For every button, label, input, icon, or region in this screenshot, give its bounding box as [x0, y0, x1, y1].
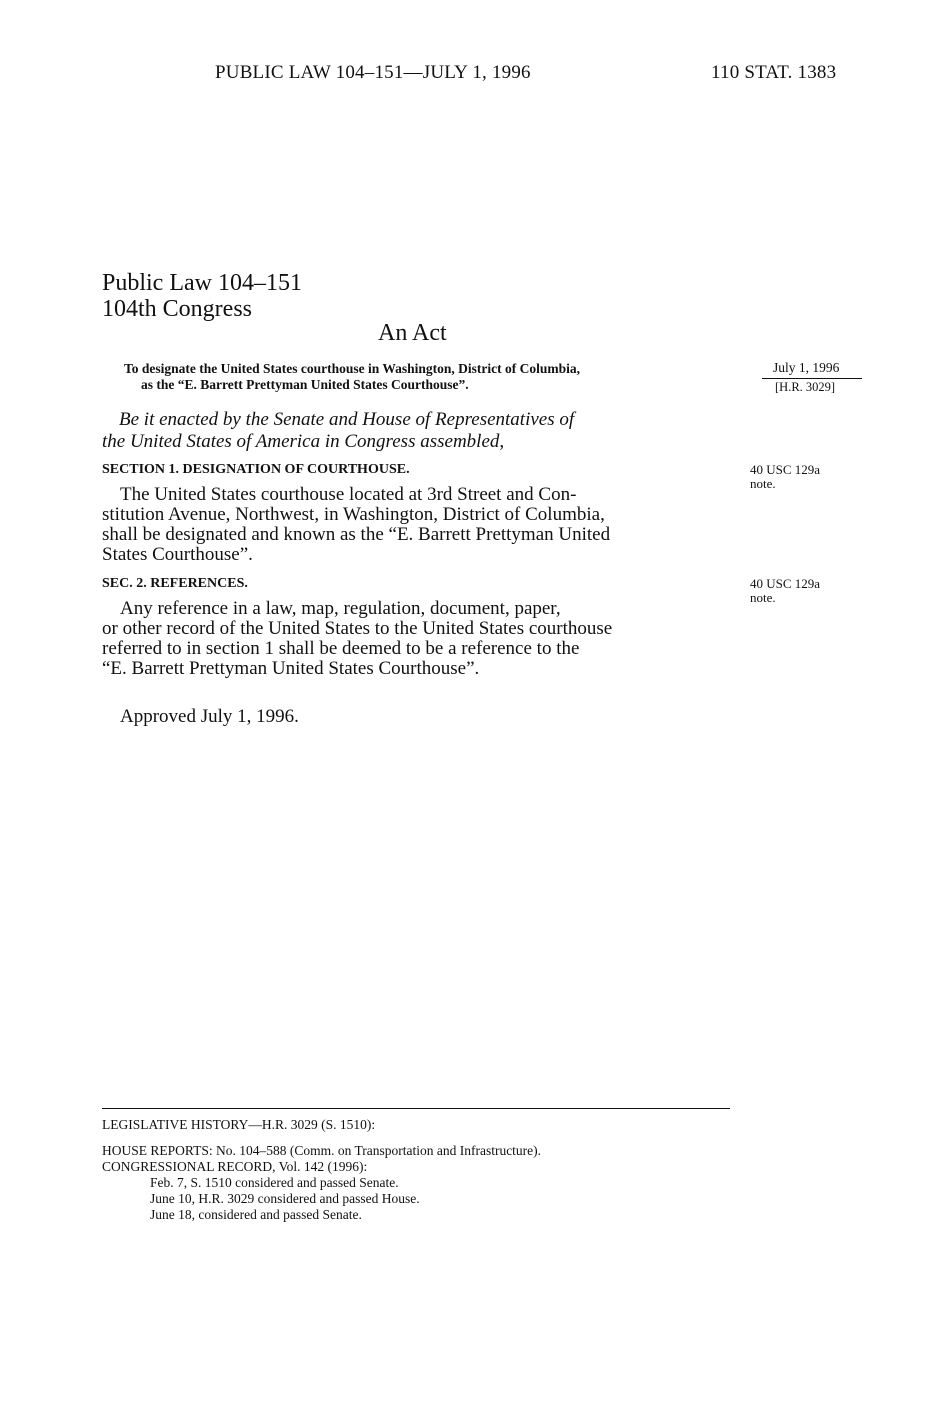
section-2-line: “E. Barrett Prettyman United States Courthouse”.	[102, 658, 480, 679]
legislative-action: June 18, considered and passed Senate.	[150, 1207, 362, 1222]
section-1-margin-note-suffix: note.	[750, 476, 776, 491]
act-label: An Act	[378, 320, 447, 346]
legislative-history-title: LEGISLATIVE HISTORY—H.R. 3029 (S. 1510):	[102, 1117, 376, 1132]
margin-date: July 1, 1996	[773, 360, 840, 375]
section-2-heading: SEC. 2. REFERENCES.	[102, 576, 248, 591]
section-1-heading: SECTION 1. DESIGNATION OF COURTHOUSE.	[102, 462, 410, 477]
approval-date: Approved July 1, 1996.	[120, 706, 299, 727]
section-2-margin-note-suffix: note.	[750, 590, 776, 605]
margin-divider	[762, 378, 862, 379]
section-1-line: shall be designated and known as the “E. Barrett Prettyman United	[102, 524, 611, 545]
legislative-action: June 10, H.R. 3029 considered and passed House.	[150, 1191, 420, 1206]
margin-bill-number: [H.R. 3029]	[775, 380, 836, 394]
enacting-clause-line-2: the United States of America in Congress assembled,	[102, 431, 505, 452]
purpose-line-2: as the “E. Barrett Prettyman United States Courthouse”.	[141, 377, 469, 392]
enacting-clause-line-1: Be it enacted by the Senate and House of Representatives of	[119, 409, 575, 430]
legislative-history-divider	[102, 1108, 730, 1109]
congressional-record: CONGRESSIONAL RECORD, Vol. 142 (1996):	[102, 1159, 368, 1174]
house-reports: HOUSE REPORTS: No. 104–588 (Comm. on Transportation and Infrastructure).	[102, 1143, 542, 1158]
section-2-line: referred to in section 1 shall be deemed to be a reference to the	[102, 638, 580, 659]
running-head-right: 110 STAT. 1383	[711, 62, 837, 83]
section-1-line: stitution Avenue, Northwest, in Washington, District of Columbia,	[102, 504, 605, 525]
section-2-margin-note: 40 USC 129a	[750, 576, 821, 591]
section-1-margin-note: 40 USC 129a	[750, 462, 821, 477]
legislative-action: Feb. 7, S. 1510 considered and passed Senate.	[150, 1175, 399, 1190]
section-2-line: Any reference in a law, map, regulation, document, paper,	[120, 598, 561, 619]
section-1-line: The United States courthouse located at 3rd Street and Con-	[120, 484, 577, 505]
running-head-left: PUBLIC LAW 104–151—JULY 1, 1996	[215, 62, 531, 83]
congress-label: 104th Congress	[102, 296, 252, 322]
section-2-line: or other record of the United States to the United States courthouse	[102, 618, 613, 639]
public-law-number: Public Law 104–151	[102, 270, 302, 296]
purpose-line-1: To designate the United States courthouse in Washington, District of Columbia,	[124, 361, 581, 376]
section-1-line: States Courthouse”.	[102, 544, 253, 565]
